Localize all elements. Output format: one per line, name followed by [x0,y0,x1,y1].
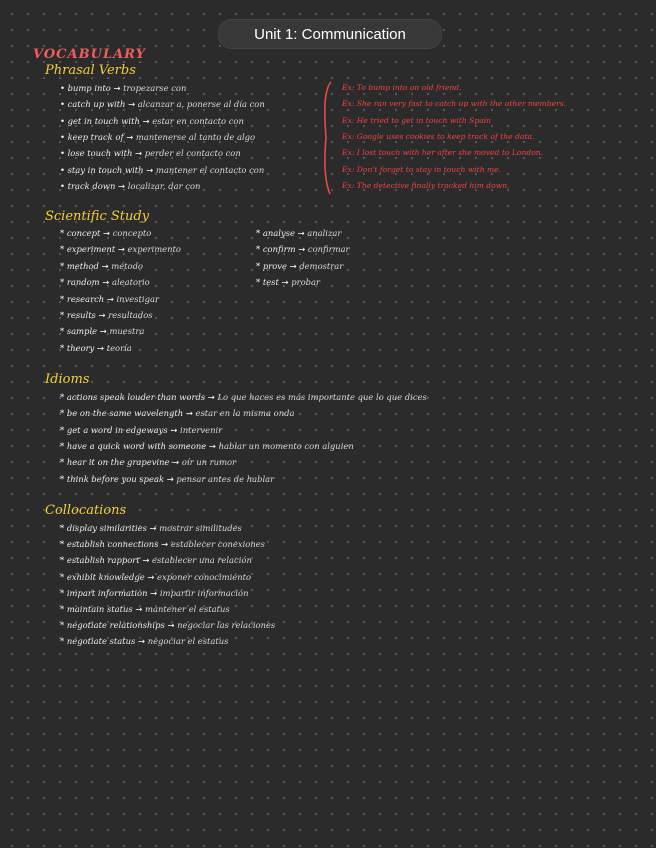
arrow-icon: → [123,131,136,142]
vocab-item [60,343,132,353]
vocab-translation: perder el contacto con [144,148,241,159]
arrow-icon: → [139,555,153,566]
vocab-translation: teoría [106,342,132,353]
vocab-item [60,604,230,614]
vocab-term: sample [66,326,98,337]
vocab-term: actions speak louder than words [66,392,206,402]
arrow-icon: → [206,440,219,451]
vocab-translation: probar [291,277,320,288]
bullet: * [60,636,67,647]
vocab-translation: tropezarse con [123,83,187,93]
bullet: • [60,83,68,93]
arrow-icon: → [115,180,128,191]
vocab-translation: impartir información [159,587,249,598]
vocab-term: concept [66,228,101,238]
vocab-translation: establecer conexiones [170,539,265,550]
bullet: • [60,180,68,191]
arrow-icon: → [132,148,145,159]
vocab-term: think before you speak [66,473,165,484]
arrow-icon: → [97,326,110,337]
vocab-translation: alcanzar a, ponerse al día con [137,99,265,110]
example-sentence: Ex: He tried to get in touch with Spain [342,115,492,125]
vocab-translation: estar en contacto con [152,115,244,126]
vocab-term: establish connections [66,539,159,550]
vocab-term: method [66,260,99,271]
example-sentence: Ex: Don't forget to stay in touch with me. [342,164,502,174]
bullet: * [256,260,263,271]
bullet: * [256,244,263,255]
bullet: * [60,473,67,484]
vocab-item [60,474,274,484]
arrow-icon: → [95,310,109,320]
vocab-term: lose touch with [67,148,133,159]
example-sentence: Ex: She ran very fast to catch up with the other members. [342,99,567,109]
vocab-term: research [66,293,105,304]
vocab-term: stay in touch with [67,164,144,175]
vocab-item [60,539,265,549]
vocab-item [60,636,228,646]
bullet: * [60,260,67,271]
arrow-icon: → [286,260,300,271]
vocab-item [60,326,144,336]
scientific-study-heading: Scientific Study [45,209,150,224]
vocab-term: prove [262,260,287,271]
vocab-item [60,523,242,533]
bullet: * [60,244,67,255]
arrow-icon: → [125,99,138,110]
phrasal-verbs-heading: Phrasal Verbs [45,63,136,78]
vocab-item [60,457,236,467]
vocab-item [60,277,150,287]
vocab-translation: aleatorio [111,277,150,288]
vocab-translation: confirmar [307,244,350,255]
vocab-term: test [262,277,279,288]
vocab-term: theory [66,342,95,353]
arrow-icon: → [104,293,117,304]
bullet: • [60,99,68,110]
arrow-icon: → [98,260,112,271]
bullet: * [60,620,67,631]
vocab-translation: experimento [127,244,181,255]
vocab-term: experiment [66,244,116,255]
vocab-item [60,555,252,565]
arrow-icon: → [115,244,128,255]
arrow-icon: → [158,539,171,550]
vocab-item [60,244,181,254]
arrow-icon: → [94,342,107,353]
vocab-item [60,572,251,582]
bullet: * [60,310,67,320]
arrow-icon: → [139,115,153,126]
vocab-item [60,408,294,418]
vocab-translation: mantener el contacto con [155,164,265,175]
bullet: * [60,555,67,566]
vocab-term: impart information [66,587,148,598]
example-sentence: Ex: To bump into an old friend. [342,83,462,92]
vocab-translation: hablar un momento con alguien [218,440,354,451]
bullet: * [60,523,67,533]
arrow-icon: → [147,587,160,598]
arrow-icon: → [143,164,156,175]
arrow-icon: → [99,277,112,288]
vocab-term: get a word in edgeways [66,424,168,435]
vocab-item [256,244,350,254]
vocab-translation: investigar [116,293,159,304]
vocab-term: exhibit knowledge [66,571,145,582]
vocab-translation: negociar las relaciones [177,620,276,631]
vocab-item [256,228,341,238]
vocab-term: be on the same wavelength [66,408,184,419]
vocab-term: catch up with [67,99,126,110]
bullet: * [60,539,67,550]
vocab-term: bump into [67,83,111,93]
vocab-item [60,588,249,598]
vocab-translation: muestra [109,326,145,337]
vocab-term: negotiate status [66,636,136,647]
vocab-translation: oír un rumor [181,457,237,468]
arrow-icon: → [167,424,181,435]
vocab-item [60,132,255,142]
arrow-icon: → [294,228,308,238]
vocab-term: keep track of [67,131,124,142]
arrow-icon: → [100,228,113,238]
vocab-item [60,620,275,630]
bullet: * [60,587,67,598]
vocabulary-heading: VOCABULARY [33,47,146,62]
vocab-item [60,392,427,402]
vocab-term: have a quick word with someone [66,440,207,451]
vocab-item [256,277,320,287]
vocab-term: maintain status [66,604,133,614]
arrow-icon: → [169,457,182,468]
bullet: * [60,277,67,288]
vocab-translation: estar en la misma onda [195,408,295,419]
example-sentence: Ex: The detective finally tracked him down. [342,180,510,190]
vocab-translation: intervenir [180,424,223,435]
page-title: Unit 1: Communication [218,19,442,49]
vocab-translation: demostrar [299,260,344,271]
bullet: * [60,326,67,337]
bullet: * [256,277,263,288]
arrow-icon: → [144,571,158,582]
vocab-translation: método [111,260,143,271]
vocab-term: display similarities [66,523,147,533]
bullet: • [60,115,68,126]
vocab-translation: mantenerse al tanto de algo [135,131,256,142]
vocab-item [60,165,264,175]
vocab-item [256,261,343,271]
vocab-term: results [66,310,96,320]
bullet: * [60,604,67,614]
vocab-item [60,83,186,93]
vocab-item [60,116,244,126]
vocab-translation: resultados [108,310,153,320]
vocab-item [60,148,241,158]
vocab-translation: Lo que haces es más importante que lo que dices [217,392,427,402]
bullet: * [60,457,67,468]
arrow-icon: → [132,604,146,614]
vocab-item [60,441,354,451]
vocab-item [60,228,151,238]
vocab-item [60,181,200,191]
bullet: * [60,440,67,451]
vocab-term: random [66,277,100,288]
vocab-translation: exponer conocimiento [157,571,252,582]
bullet: * [60,571,67,582]
vocab-translation: mantener el estatus [145,604,230,614]
vocab-term: establish rapport [66,555,140,566]
arrow-icon: → [146,523,160,533]
vocab-item [60,261,143,271]
bullet: * [60,392,67,402]
idioms-heading: Idioms [45,372,90,387]
arrow-icon: → [135,636,148,647]
vocab-item [60,99,265,109]
vocab-term: hear it on the grapevine [66,457,170,468]
arrow-icon: → [295,244,308,255]
bullet: * [60,408,67,419]
bullet: * [60,228,67,238]
vocab-translation: mostrar similitudes [159,523,242,533]
collocations-heading: Collocations [45,503,127,518]
example-sentence: Ex: I lost touch with her after she moved to London. [342,148,544,158]
vocab-term: track down [67,180,116,191]
bullet: • [60,164,68,175]
vocab-translation: concepto [112,228,152,238]
bullet: * [256,228,263,238]
arrow-icon: → [278,277,292,288]
example-sentence: Ex: Google uses cookies to keep track of the data. [342,131,535,141]
vocab-translation: negociar el estatus [147,636,229,647]
vocab-item [60,294,159,304]
vocab-translation: establecer una relación [152,555,252,566]
vocab-translation: analizar [307,228,342,238]
arrow-icon: → [183,408,196,419]
bullet: • [60,148,68,159]
vocab-term: negotiate relationships [66,620,165,631]
vocab-item [60,310,153,320]
bullet: * [60,342,67,353]
arrow-icon: → [110,83,124,93]
vocab-translation: pensar antes de hablar [176,473,275,484]
vocab-item [60,425,222,435]
bullet: * [60,424,67,435]
arrow-icon: → [205,392,218,402]
arrow-icon: → [164,620,178,631]
vocab-term: analyse [262,228,295,238]
vocab-term: confirm [262,244,296,255]
arrow-icon: → [164,473,177,484]
bullet: • [60,131,68,142]
vocab-translation: localizar, dar con [127,180,201,191]
vocab-term: get in touch with [67,115,140,126]
bracket-divider [320,80,336,196]
bullet: * [60,293,67,304]
